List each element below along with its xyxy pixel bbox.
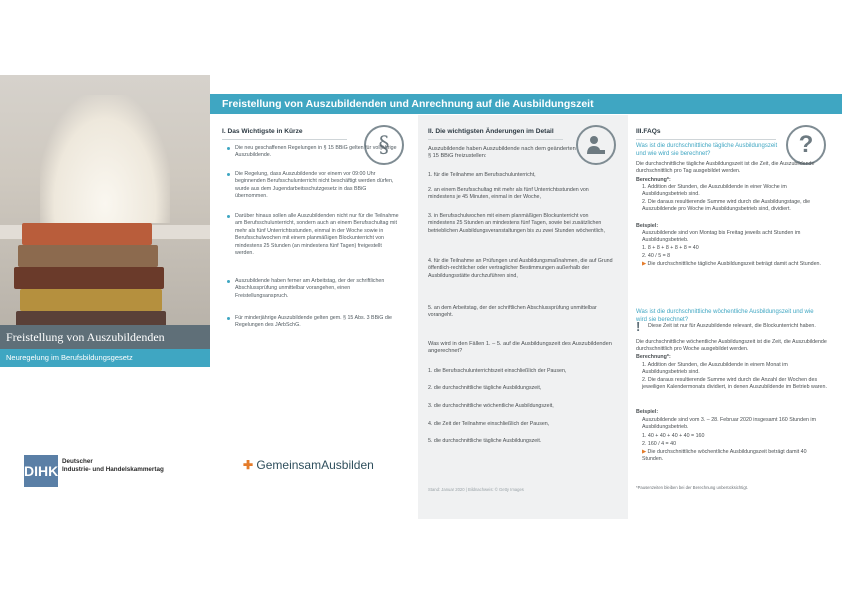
- calc-label: Berechnung*:: [636, 177, 671, 183]
- footer-credits: Stand: Januar 2020 | Bildnachweis: © Getty Images: [428, 487, 524, 492]
- question-mark-icon: ?: [786, 125, 826, 165]
- example-step: 2. 160 / 4 = 40: [642, 441, 677, 447]
- dihk-logo: [24, 455, 199, 487]
- gemeinsam-ausbilden-logo: [243, 458, 374, 472]
- arrow-right-icon: ▶: [642, 449, 648, 455]
- list-item: Für minderjährige Auszubildende gelten gem. § 15 Abs. 3 BBiG die Regelungen des JArbSchG.: [235, 315, 400, 330]
- list-item: 2. an einem Berufsschultag mit mehr als fünf Unterrichtsstunden von mindestens je 45 Minuten, einmal in der Woche,: [428, 187, 589, 201]
- logo-mark-icon: ✚: [243, 458, 254, 472]
- page-title: Freistellung von Auszubildenden und Anrechnung auf die Ausbildungszeit: [210, 94, 842, 114]
- cover-subtitle: Neuregelung im Berufsbildungsgesetz: [0, 349, 210, 367]
- books-photo: [0, 75, 210, 325]
- section-heading: I. Das Wichtigste in Kürze: [222, 128, 303, 135]
- footnote: *Pausenzeiten bleiben bei der Berechnung unberücksichtigt.: [636, 485, 748, 490]
- faq-question: Was ist die durchschnittliche tägliche Ausbildungszeit und wie wird sie berechnet?: [636, 143, 778, 157]
- dihk-line-1: Deutscher: [62, 458, 93, 465]
- list-item: 1. für die Teilnahme am Berufsschulunterricht,: [428, 172, 536, 178]
- example-label: Beispiel:: [636, 223, 659, 229]
- example-result-text: Die durchschnittliche wöchentliche Ausbildungszeit beträgt damit 40 Stunden.: [642, 449, 807, 463]
- example-text: Auszubildende sind vom 3. – 28. Februar 2020 insgesamt 160 Stunden im Ausbildungsbetrieb.: [642, 417, 817, 431]
- list-item: 1. die Berufsschulunterrichtszeit einschließlich der Pausen,: [428, 368, 567, 374]
- faq-answer: Die durchschnittliche tägliche Ausbildungszeit ist die Zeit, die Auszubildende durchschnittlich pro Tag ausgebildet werden.: [636, 161, 815, 175]
- list-item: 1. Addition der Stunden, die Auszubildende in einer Woche im Ausbildungsbetrieb sind.: [642, 184, 787, 198]
- intro-text: Auszubildende haben Auszubildende nach dem geänderten § 15 BBiG freizustellen:: [428, 146, 576, 160]
- example-text: Auszubildende sind von Montag bis Freitag jeweils acht Stunden im Ausbildungsbetrieb.: [642, 230, 801, 244]
- example-step: 2. 40 / 5 = 8: [642, 253, 671, 259]
- arrow-right-icon: ▶: [642, 261, 648, 267]
- list-item: 2. Die daraus resultierende Summe wird durch die Anzahl der Wochen des jeweiligen Kalendermonats dividiert, in denen Auszubildende im Betrieb waren.: [642, 377, 827, 391]
- section-heading: II. Die wichtigsten Änderungen im Detail: [428, 128, 554, 135]
- example-result: [642, 449, 827, 464]
- list-item: 2. die durchschnittliche tägliche Ausbildungszeit,: [428, 385, 542, 391]
- list-item: 1. Addition der Stunden, die Auszubildende in einem Monat im Ausbildungsbetrieb sind.: [642, 362, 788, 376]
- dihk-logo-text: [62, 458, 192, 474]
- example-result: [642, 261, 827, 268]
- list-item: 3. die durchschnittliche wöchentliche Ausbildungszeit,: [428, 403, 554, 409]
- cover-title: Freistellung von Auszubildenden: [0, 325, 210, 349]
- list-item: 4. die Zeit der Teilnahme einschließlich der Pausen,: [428, 421, 550, 427]
- list-item: Darüber hinaus sollen alle Auszubildenden nicht nur für die Teilnahme am Berufsschulunterricht, sondern auch an einem Berufsschultag mit mehr als fünf Unterrichtsstunden, einmal in der Woche sowie in Berufsschulwochen mit einem planmäßigen Blockunterricht von mindestens 25 Stunden (an mindestens fünf Tagen) freigestellt werden.: [235, 213, 399, 257]
- faq-note: Diese Zeit ist nur für Auszubildende relevant, die Blockunterricht haben.: [648, 323, 816, 329]
- section-heading: III.FAQs: [636, 128, 661, 135]
- section-details: [418, 115, 628, 519]
- exclamation-icon: !: [636, 319, 641, 334]
- reading-person-icon: [576, 125, 616, 165]
- question-text: Was wird in den Fällen 1. – 5. auf die Ausbildungszeit des Auszubildenden angerechnet?: [428, 341, 612, 355]
- calc-label: Berechnung*:: [636, 354, 671, 360]
- list-item: 3. in Berufsschulwochen mit einem planmäßigen Blockunterricht von mindestens 25 Stunden an mindestens fünf Tagen, sowie bei zusätzlichen betrieblichen Ausbildungsveranstaltungen bis zu zwei Stunden wöchentlich,: [428, 213, 605, 234]
- section-faqs: [628, 115, 842, 519]
- list-item: Die Regelung, dass Auszubildende vor einem vor 09:00 Uhr beginnenden Berufsschulunterricht nicht beschäftigt werden dürfen, wurde aus dem Jugendarbeitsschutzgesetz in das BBiG übernommen.: [235, 171, 400, 201]
- dihk-logo-mark: DIHK: [24, 455, 58, 487]
- gemeinsam-logo-text: GemeinsamAusbilden: [256, 458, 374, 472]
- example-step: 1. 8 + 8 + 8 + 8 + 8 = 40: [642, 245, 699, 251]
- faq-answer: Die durchschnittliche wöchentliche Ausbildungszeit ist die Zeit, die Auszubildende durchschnittlich pro Woche ausgebildet werden.: [636, 339, 827, 353]
- dihk-line-2: Industrie- und Handelskammertag: [62, 466, 164, 473]
- list-item: Die neu geschaffenen Regelungen in § 15 BBiG gelten für volljährige Auszubildende.: [235, 145, 400, 160]
- list-item: 5. an dem Arbeitstag, der der schriftlichen Abschlussprüfung unmittelbar vorangeht.: [428, 305, 597, 319]
- faq-question: Was ist die durchschnittliche wöchentliche Ausbildungszeit und wie wird sie berechnet?: [636, 309, 814, 323]
- list-item: 2. Die daraus resultierende Summe wird durch die Ausbildungstage, die Auszubildende pro Woche im Ausbildungsbetrieb sind, dividiert.: [642, 199, 811, 213]
- list-item: Auszubildende haben ferner am Arbeitstag, der der schriftlichen Abschlussprüfung unmittelbar vorangehen, einen Freistellungsanspruch.: [235, 278, 400, 300]
- list-item: 4. für die Teilnahme an Prüfungen und Ausbildungsmaßnahmen, die auf Grund öffentlich-rechtlicher oder vertraglicher Bestimmungen außerhalb der Ausbildungsstätte durchzuführen sind,: [428, 258, 613, 279]
- example-result-text: Die durchschnittliche tägliche Ausbildungszeit beträgt damit acht Stunden.: [647, 261, 821, 267]
- paragraph-icon: §: [364, 125, 404, 165]
- example-step: 1. 40 + 40 + 40 + 40 = 160: [642, 433, 705, 439]
- example-label: Beispiel:: [636, 409, 659, 415]
- list-item: 5. die durchschnittliche tägliche Ausbildungszeit.: [428, 438, 542, 444]
